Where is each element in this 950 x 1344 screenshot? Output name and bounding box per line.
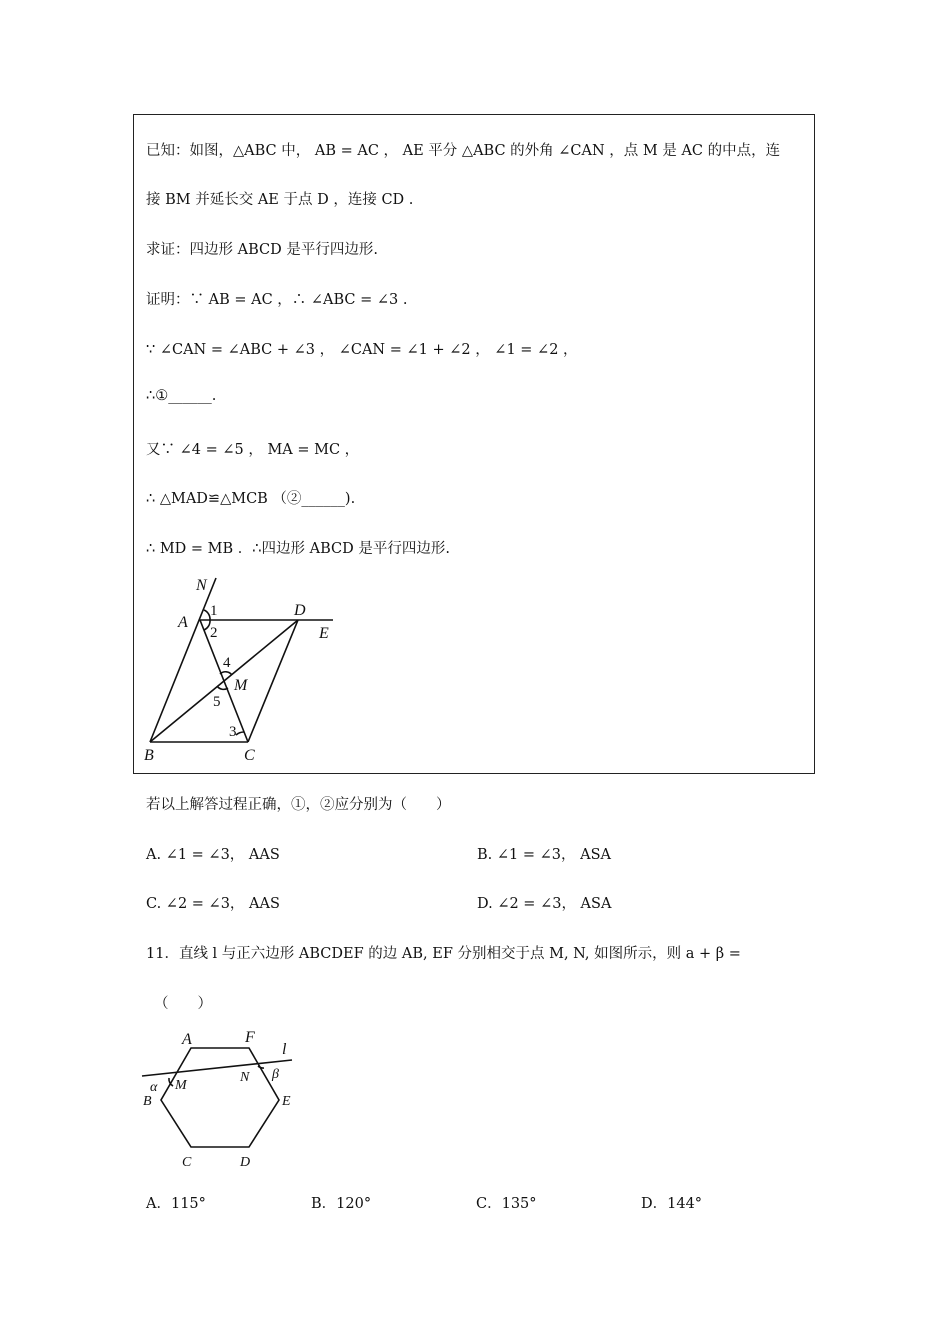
option-d-10[interactable]: D. ∠2 = ∠3， ASA xyxy=(477,896,612,912)
hex-label-beta: β xyxy=(272,1067,279,1082)
question-11-paren: （ ） xyxy=(154,996,212,1012)
hexagon-figure xyxy=(140,1028,305,1173)
parallelogram-figure xyxy=(140,570,350,770)
proof-step-1: 证明：∵ AB = AC ，∴ ∠ABC = ∠3 . xyxy=(146,292,408,308)
proof-step-6: ∴ MD = MB ．∴四边形 ABCD 是平行四边形. xyxy=(146,541,450,557)
line-NB xyxy=(150,578,216,742)
given-line-1: 已知：如图，△ABC 中， AB = AC ， AE 平分 △ABC 的外角 ∠CAN ，点 M 是 AC 的中点，连 xyxy=(146,143,781,159)
label-A: A xyxy=(178,614,188,631)
hex-label-l: l xyxy=(282,1041,287,1058)
hex-label-alpha: α xyxy=(150,1080,158,1095)
hex-label-A: A xyxy=(182,1031,192,1048)
hex-label-C: C xyxy=(182,1155,192,1170)
label-angle-4: 4 xyxy=(223,655,231,671)
hex-label-F: F xyxy=(245,1029,255,1046)
option-d-11[interactable]: D．144° xyxy=(641,1196,703,1212)
option-b-11[interactable]: B．120° xyxy=(311,1196,372,1212)
label-D: D xyxy=(294,602,306,619)
angle-3-arc xyxy=(236,732,244,735)
hex-label-D: D xyxy=(240,1155,251,1170)
label-E: E xyxy=(319,625,329,642)
line-DC xyxy=(248,620,298,742)
proof-step-4: 又∵ ∠4 = ∠5 ， MA = MC ， xyxy=(146,442,360,458)
hex-label-B: B xyxy=(143,1094,152,1109)
label-angle-1: 1 xyxy=(210,603,218,619)
option-a-10[interactable]: A. ∠1 = ∠3， AAS xyxy=(146,847,280,863)
line-BD xyxy=(150,620,298,742)
proof-step-5-blank-2: ∴ △MAD≌△MCB （②______). xyxy=(146,491,356,507)
given-line-2: 接 BM 并延长交 AE 于点 D ，连接 CD . xyxy=(146,192,414,208)
prove-statement: 求证：四边形 ABCD 是平行四边形. xyxy=(146,242,378,258)
hex-label-N: N xyxy=(240,1070,250,1085)
option-c-10[interactable]: C. ∠2 = ∠3， AAS xyxy=(146,896,280,912)
label-C: C xyxy=(244,747,255,764)
line-l xyxy=(142,1060,292,1076)
label-M: M xyxy=(234,677,248,694)
label-N: N xyxy=(196,577,207,594)
hex-label-E: E xyxy=(282,1094,291,1109)
option-a-11[interactable]: A．115° xyxy=(146,1196,206,1212)
proof-step-3-blank-1: ∴①______. xyxy=(146,388,217,404)
hex-label-M: M xyxy=(175,1078,187,1093)
option-b-10[interactable]: B. ∠1 = ∠3， ASA xyxy=(477,847,611,863)
label-angle-5: 5 xyxy=(213,694,221,710)
label-angle-3: 3 xyxy=(229,724,237,740)
label-B: B xyxy=(144,747,154,764)
option-c-11[interactable]: C．135° xyxy=(476,1196,537,1212)
angle-beta-arc xyxy=(258,1066,264,1068)
question-11-stem: 11．直线 l 与正六边形 ABCDEF 的边 AB, EF 分别相交于点 M, N, 如图所示，则 a + β = xyxy=(146,946,741,962)
proof-step-2: ∵ ∠CAN = ∠ABC + ∠3 ， ∠CAN = ∠1 + ∠2 ， ∠1 = ∠2 ， xyxy=(146,342,578,358)
label-angle-2: 2 xyxy=(210,625,218,641)
question-10-prompt: 若以上解答过程正确，①，②应分别为（ ） xyxy=(146,797,451,813)
